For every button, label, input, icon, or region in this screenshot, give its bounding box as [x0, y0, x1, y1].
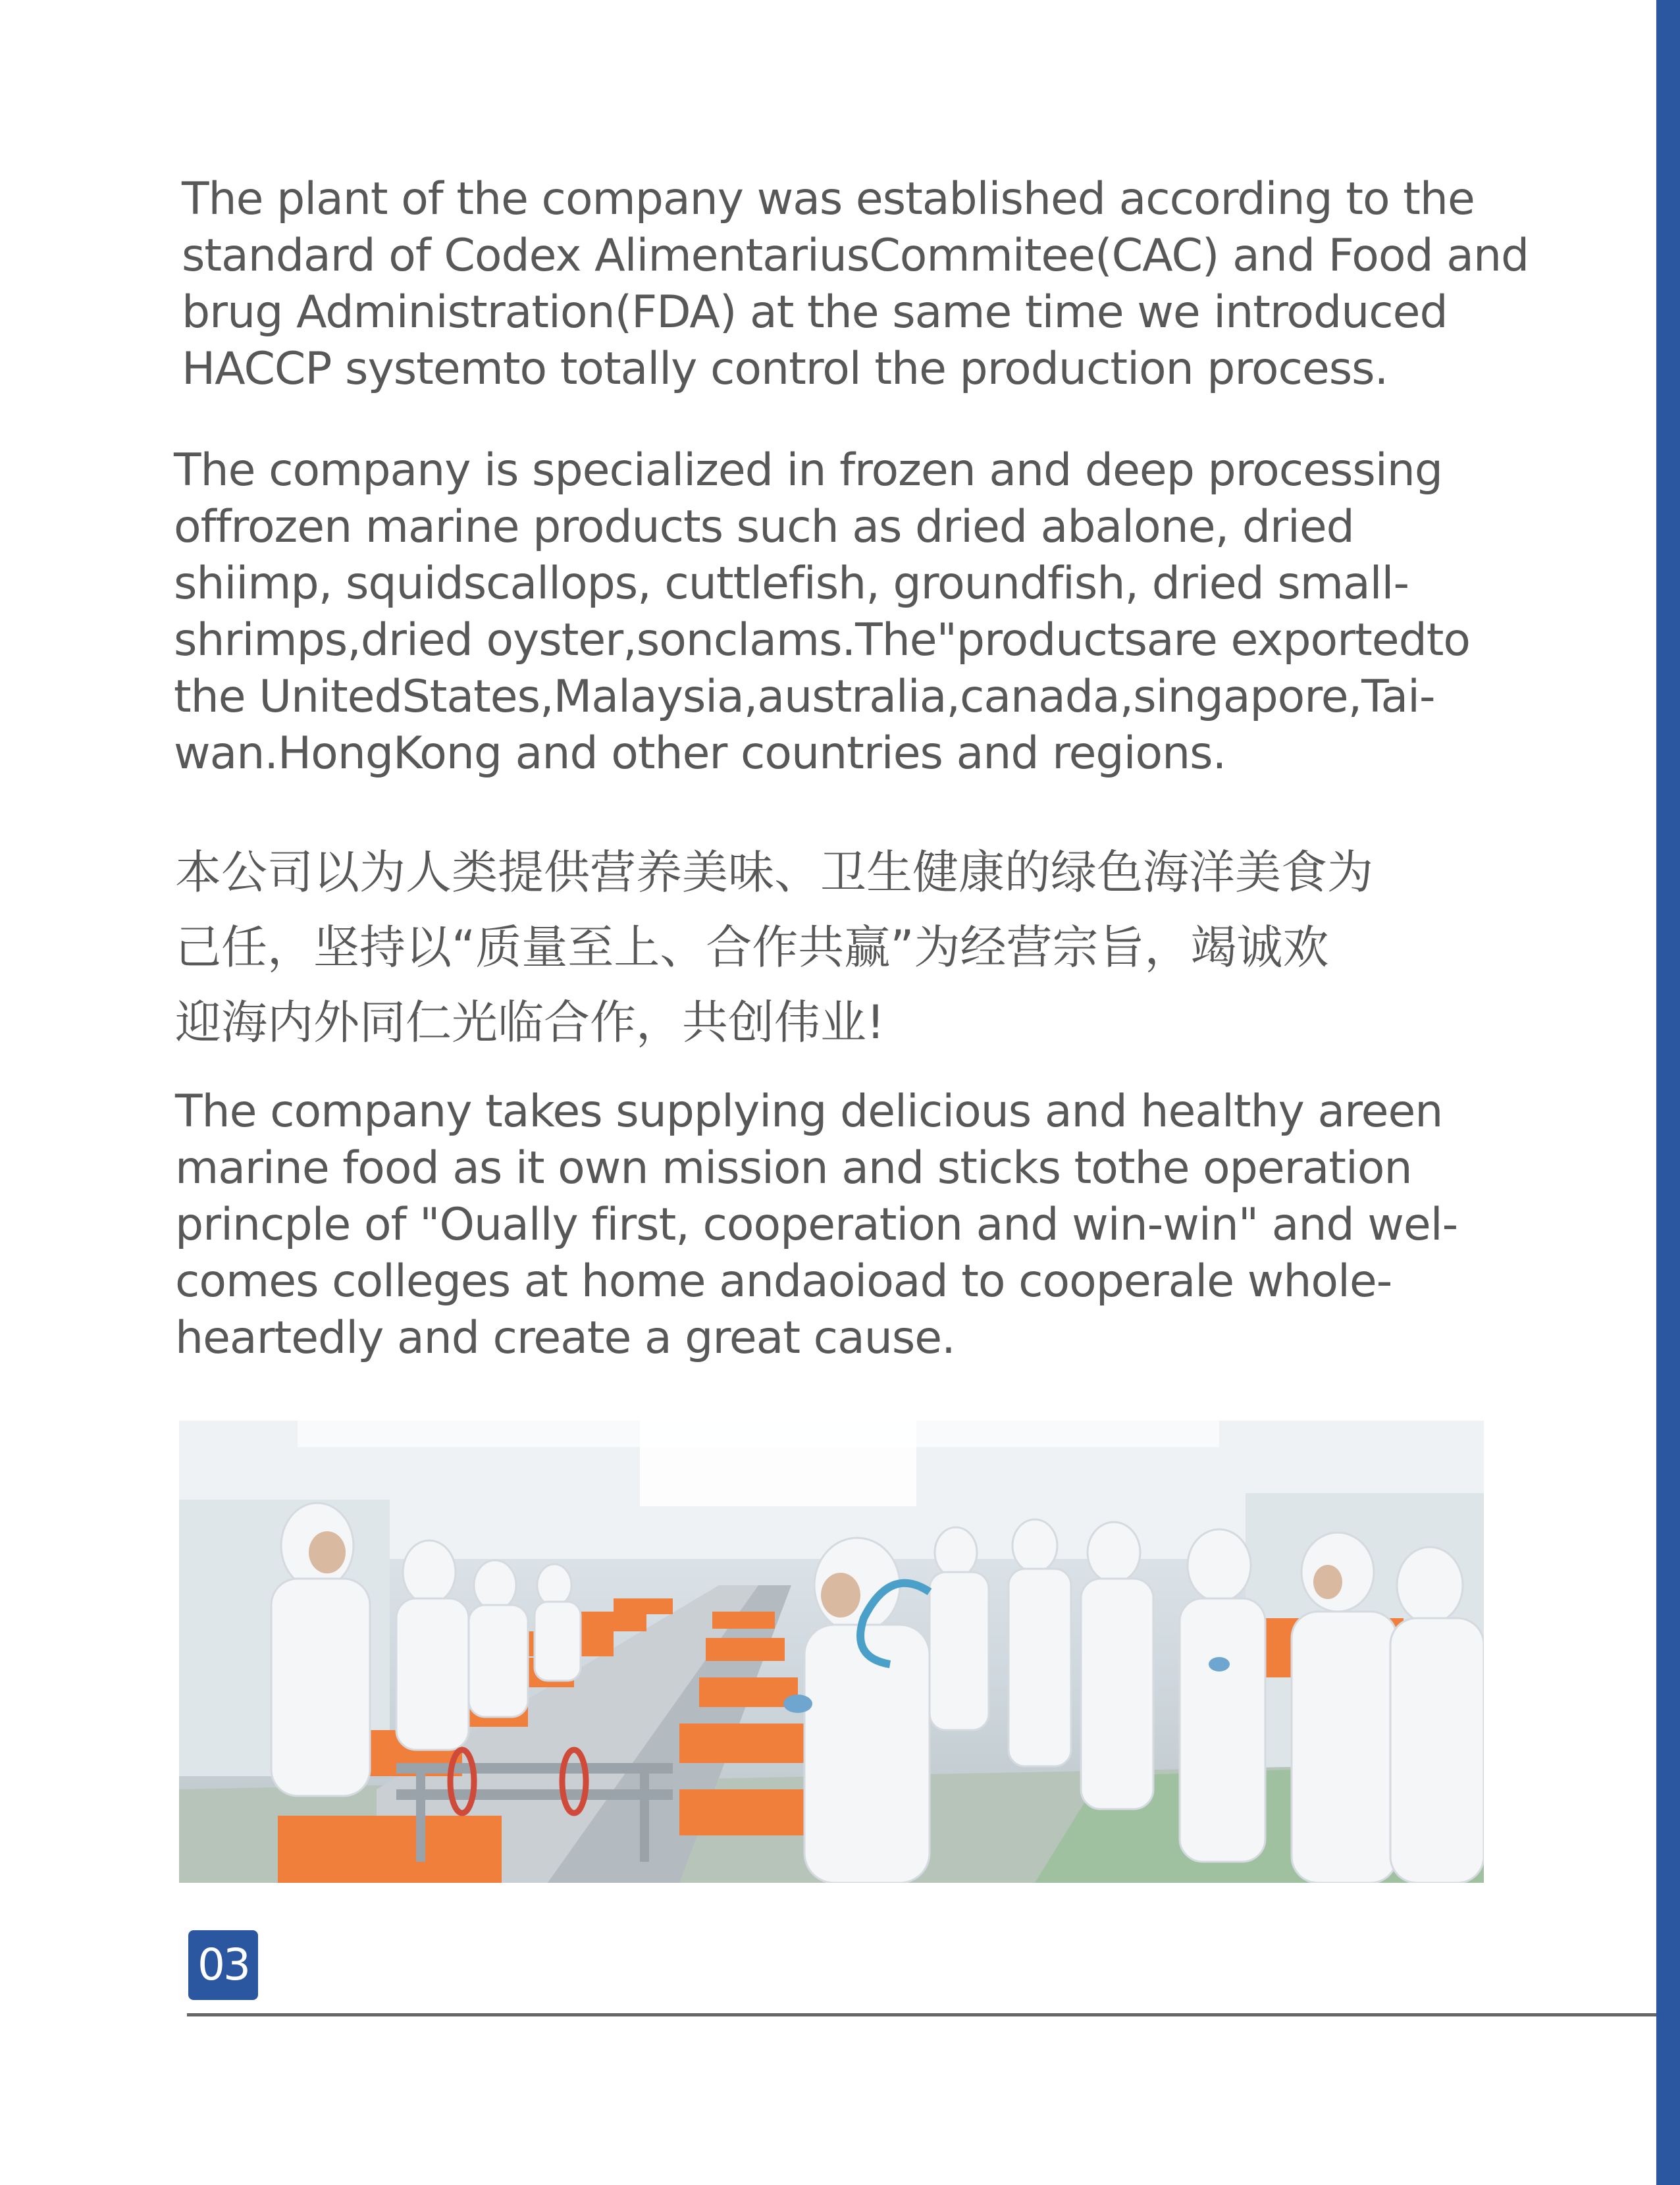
paragraph-chinese-mission: 本公司以为人类提供营养美味、卫生健康的绿色海洋美食为 己任，坚持以“质量至上、合作共赢”为经营宗旨，竭诚欢 迎海内外同仁光临合作，共创伟业!	[175, 845, 1373, 1049]
side-accent-bar	[1656, 0, 1680, 2185]
page-number-badge: 03	[188, 1930, 258, 2000]
paragraph-products: The company is specialized in frozen and deep processing offrozen marine products such as dried abalone, dried shiimp, squidscallops, cuttlefish, groundfish, dried small- shrimps,dried oyster,sonclams.The"productsare exportedto the UnitedStates,Malaysia,australia,canada,singapore,Tai- wan.HongKong and other countries and regions.	[174, 444, 1470, 779]
paragraph-mission: The company takes supplying delicious and healthy areen marine food as it own mission and sticks tothe operation princple of "Oually first, cooperation and win-win" and wel- comes colleges at home andaoioad to cooperale whole- heartedly and create a great cause.	[175, 1086, 1458, 1364]
paragraph-plant-standards: The plant of the company was established according to the standard of Codex AlimentariusCommitee(CAC) and Food and brug Administration(FDA) at the same time we introduced HACCP systemto totally control the production process.	[182, 173, 1529, 395]
factory-photo	[179, 1421, 1484, 1883]
footer-divider	[187, 2013, 1656, 2016]
